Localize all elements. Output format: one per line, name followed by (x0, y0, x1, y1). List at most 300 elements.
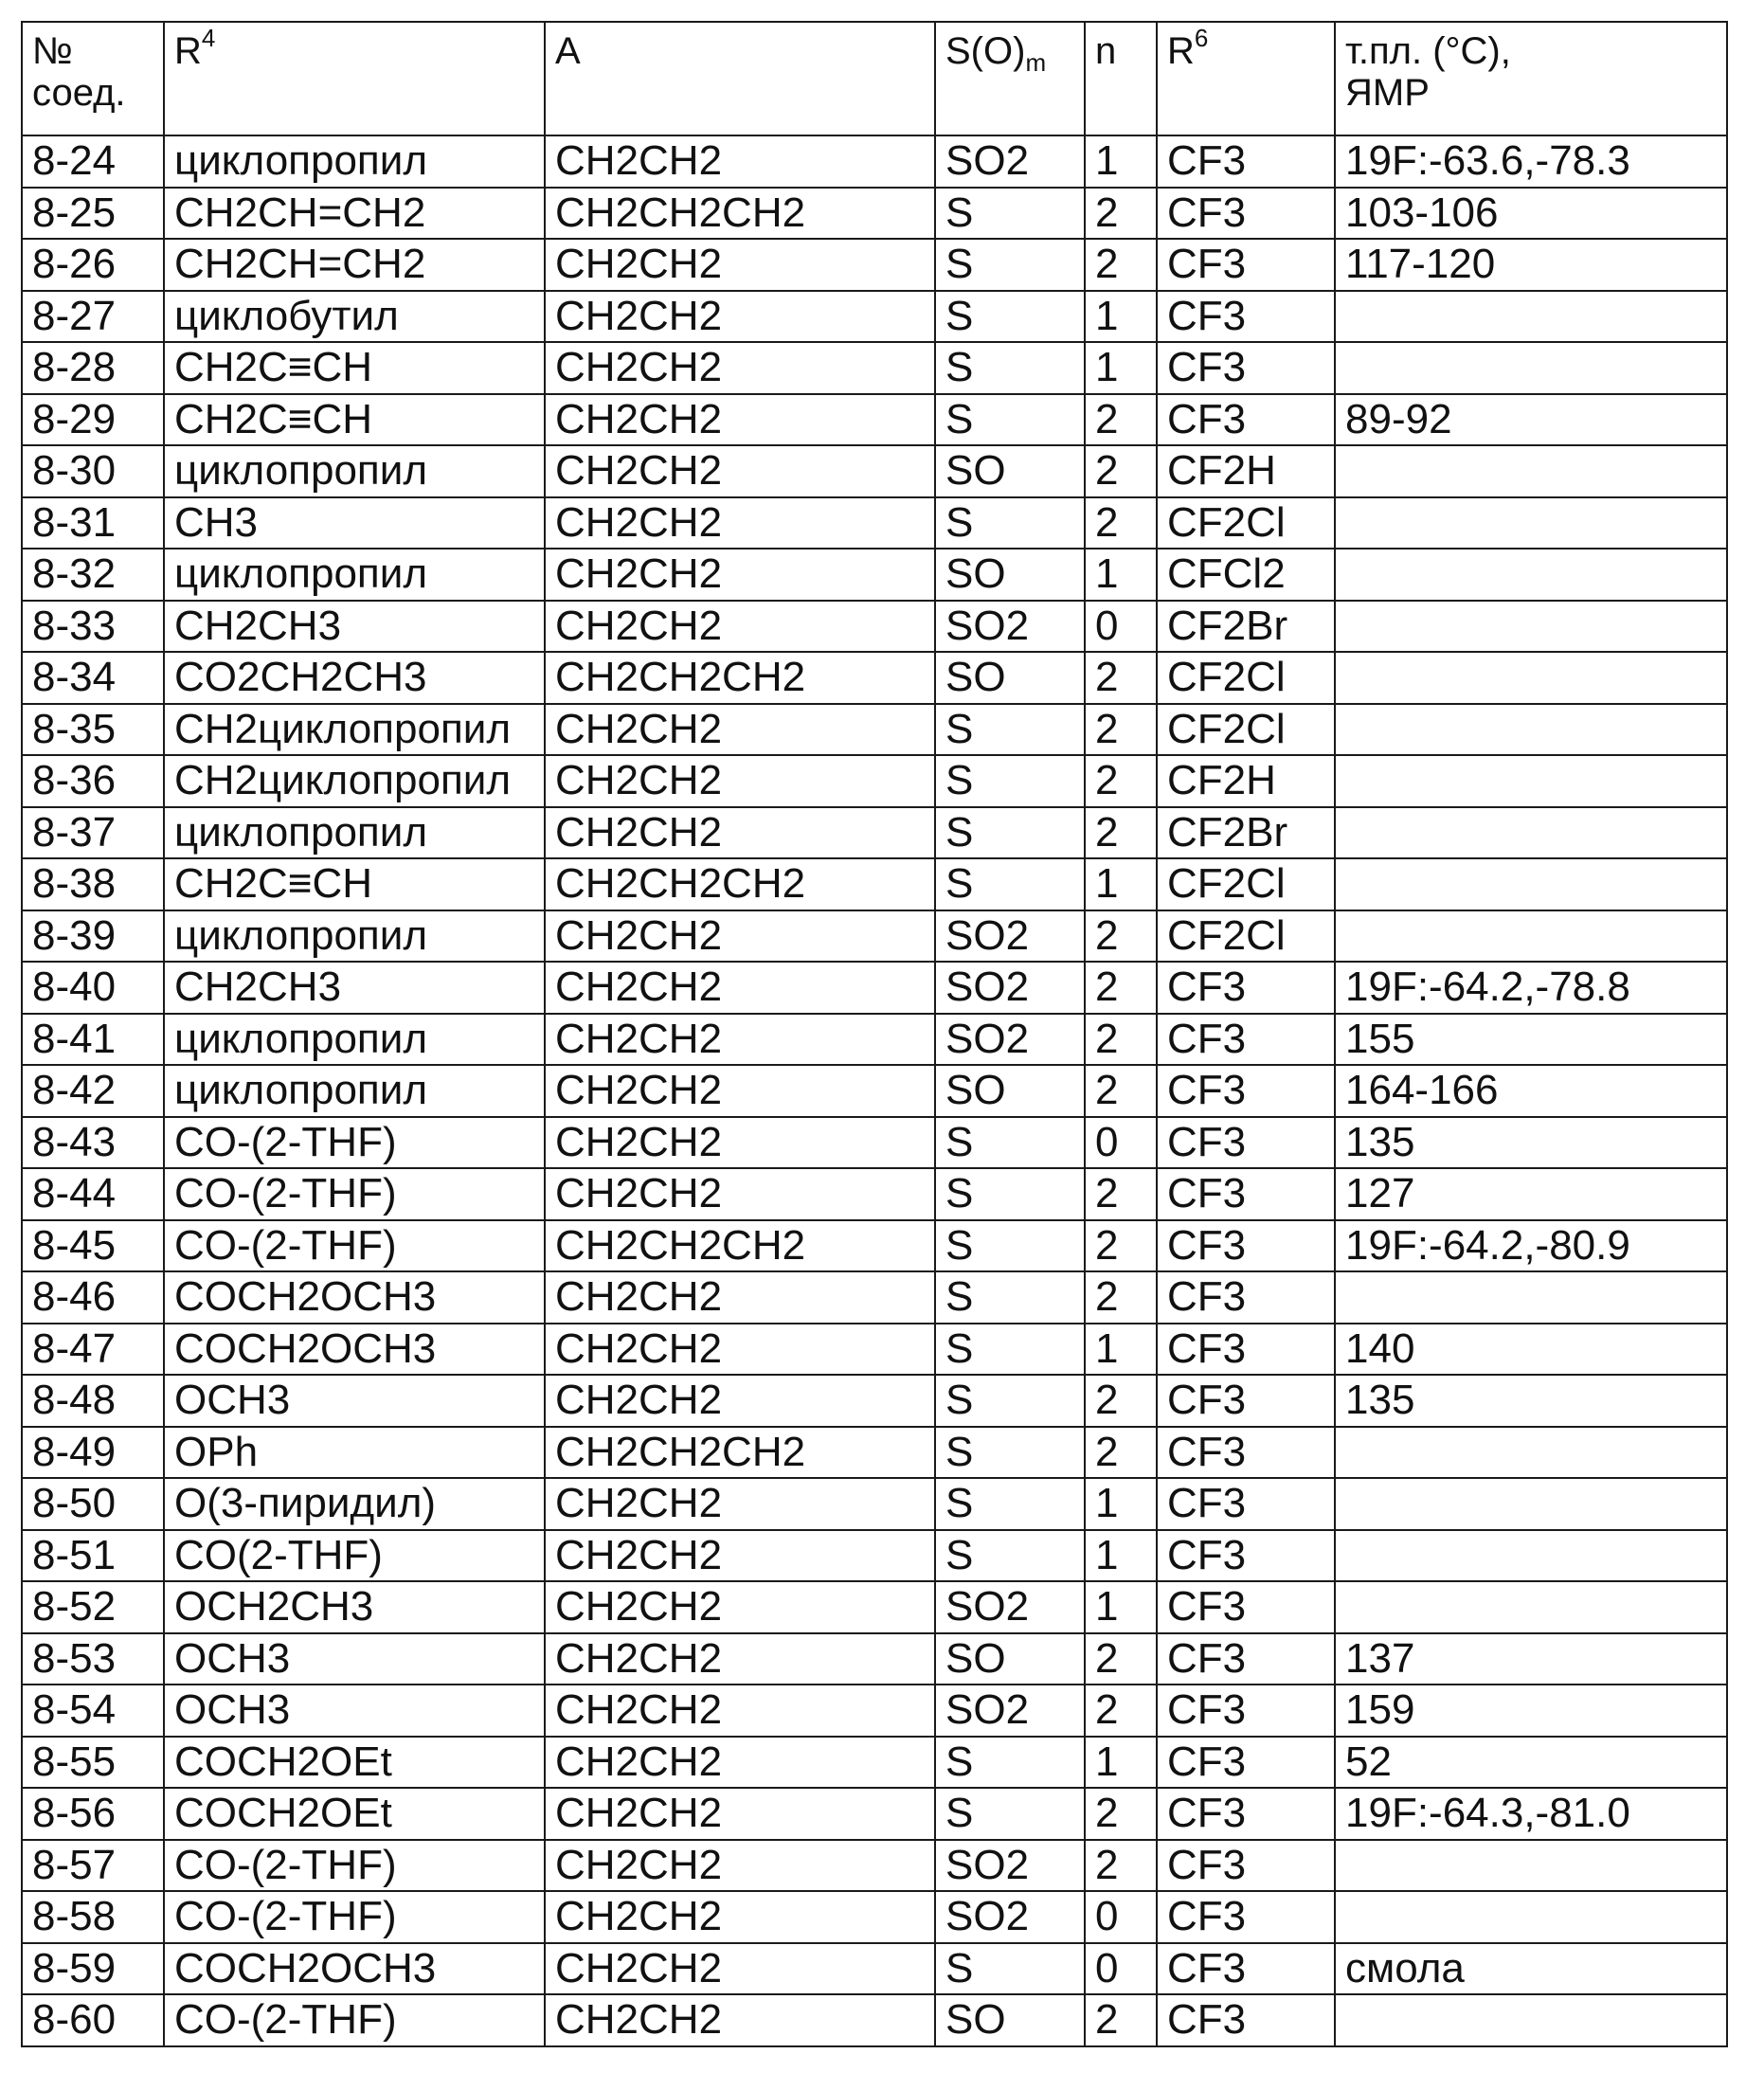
cell-compound-number: 8-59 (22, 1943, 164, 1995)
table-row (22, 1943, 1727, 1995)
cell-s-oxidation: S (935, 1943, 1085, 1995)
cell-a: CH2CH2 (545, 1581, 935, 1633)
cell-n: 2 (1085, 1220, 1157, 1272)
cell-r4: COCH2OCH3 (164, 1324, 545, 1376)
cell-a: CH2CH2 (545, 549, 935, 601)
cell-compound-number: 8-60 (22, 1994, 164, 2046)
cell-r4: OCH3 (164, 1685, 545, 1737)
cell-r6: CF3 (1157, 1737, 1335, 1789)
table-row (22, 1168, 1727, 1220)
cell-s-oxidation: S (935, 394, 1085, 446)
cell-r6: CF3 (1157, 1943, 1335, 1995)
cell-melting-point-nmr (1335, 1478, 1727, 1530)
cell-compound-number: 8-55 (22, 1737, 164, 1789)
cell-melting-point-nmr (1335, 342, 1727, 394)
cell-r4: CO2CH2CH3 (164, 652, 545, 704)
cell-s-oxidation: S (935, 1737, 1085, 1789)
table-row (22, 858, 1727, 910)
table-row (22, 342, 1727, 394)
document-page (21, 21, 1726, 2047)
table-row (22, 239, 1727, 291)
cell-a: CH2CH2 (545, 135, 935, 188)
cell-compound-number: 8-56 (22, 1788, 164, 1840)
cell-r4: CO(2-THF) (164, 1530, 545, 1582)
cell-r6: CF3 (1157, 1891, 1335, 1943)
table-row (22, 601, 1727, 653)
cell-melting-point-nmr (1335, 910, 1727, 963)
cell-n: 1 (1085, 1737, 1157, 1789)
cell-compound-number: 8-49 (22, 1427, 164, 1479)
cell-r4: циклопропил (164, 549, 545, 601)
cell-s-oxidation: SO (935, 652, 1085, 704)
cell-r4: циклопропил (164, 1065, 545, 1117)
table-row (22, 1891, 1727, 1943)
cell-compound-number: 8-44 (22, 1168, 164, 1220)
cell-s-oxidation: SO2 (935, 1840, 1085, 1892)
cell-n: 2 (1085, 394, 1157, 446)
cell-melting-point-nmr (1335, 858, 1727, 910)
header-r4-base: R (174, 30, 202, 72)
header-row (22, 22, 1727, 135)
cell-melting-point-nmr: 52 (1335, 1737, 1727, 1789)
cell-r6: CF3 (1157, 342, 1335, 394)
cell-n: 2 (1085, 962, 1157, 1014)
cell-r6: CF2H (1157, 755, 1335, 807)
table-row (22, 1478, 1727, 1530)
cell-r6: CF3 (1157, 1375, 1335, 1427)
cell-compound-number: 8-47 (22, 1324, 164, 1376)
table-row (22, 1117, 1727, 1169)
cell-melting-point-nmr: 140 (1335, 1324, 1727, 1376)
cell-compound-number: 8-24 (22, 135, 164, 188)
cell-n: 2 (1085, 1014, 1157, 1066)
cell-a: CH2CH2 (545, 342, 935, 394)
cell-a: CH2CH2 (545, 807, 935, 859)
cell-compound-number: 8-29 (22, 394, 164, 446)
cell-s-oxidation: S (935, 1117, 1085, 1169)
cell-r4: циклопропил (164, 445, 545, 497)
cell-n: 0 (1085, 1891, 1157, 1943)
cell-n: 2 (1085, 652, 1157, 704)
cell-melting-point-nmr (1335, 1271, 1727, 1324)
cell-r4: O(3-пиридил) (164, 1478, 545, 1530)
cell-r6: CF2Cl (1157, 652, 1335, 704)
header-s-oxidation (935, 22, 1085, 135)
cell-melting-point-nmr: 137 (1335, 1633, 1727, 1685)
cell-a: CH2CH2CH2 (545, 188, 935, 240)
header-r6 (1157, 22, 1335, 135)
table-body (22, 135, 1727, 2046)
cell-a: CH2CH2 (545, 910, 935, 963)
table-row (22, 1427, 1727, 1479)
cell-a: CH2CH2CH2 (545, 1427, 935, 1479)
cell-compound-number: 8-31 (22, 497, 164, 550)
cell-melting-point-nmr (1335, 1891, 1727, 1943)
cell-compound-number: 8-42 (22, 1065, 164, 1117)
header-mp-line1: т.пл. (°C), (1345, 30, 1719, 72)
cell-compound-number: 8-30 (22, 445, 164, 497)
header-compound-number-line1: № (32, 30, 155, 72)
cell-a: CH2CH2CH2 (545, 652, 935, 704)
table-row (22, 962, 1727, 1014)
header-a: A (545, 22, 935, 135)
cell-s-oxidation: S (935, 1324, 1085, 1376)
table-row (22, 1271, 1727, 1324)
cell-n: 2 (1085, 1427, 1157, 1479)
cell-s-oxidation: SO (935, 549, 1085, 601)
cell-n: 0 (1085, 1943, 1157, 1995)
header-r4 (164, 22, 545, 135)
cell-r4: CH2C≡CH (164, 342, 545, 394)
cell-r4: циклопропил (164, 910, 545, 963)
cell-melting-point-nmr (1335, 497, 1727, 550)
cell-s-oxidation: S (935, 188, 1085, 240)
cell-a: CH2CH2 (545, 1117, 935, 1169)
cell-r6: CFCl2 (1157, 549, 1335, 601)
cell-compound-number: 8-38 (22, 858, 164, 910)
cell-melting-point-nmr (1335, 1581, 1727, 1633)
cell-s-oxidation: SO2 (935, 962, 1085, 1014)
cell-s-oxidation: SO2 (935, 1891, 1085, 1943)
cell-compound-number: 8-39 (22, 910, 164, 963)
cell-compound-number: 8-45 (22, 1220, 164, 1272)
table-row (22, 1324, 1727, 1376)
cell-a: CH2CH2 (545, 497, 935, 550)
cell-r4: COCH2OEt (164, 1737, 545, 1789)
cell-s-oxidation: S (935, 1220, 1085, 1272)
cell-r6: CF3 (1157, 1014, 1335, 1066)
cell-s-oxidation: S (935, 1427, 1085, 1479)
cell-r4: циклопропил (164, 135, 545, 188)
cell-r6: CF3 (1157, 239, 1335, 291)
cell-r6: CF3 (1157, 1530, 1335, 1582)
cell-r4: CO-(2-THF) (164, 1891, 545, 1943)
cell-r4: CH2CH3 (164, 962, 545, 1014)
cell-a: CH2CH2 (545, 1065, 935, 1117)
cell-r6: CF3 (1157, 1271, 1335, 1324)
cell-n: 2 (1085, 497, 1157, 550)
cell-compound-number: 8-34 (22, 652, 164, 704)
cell-compound-number: 8-51 (22, 1530, 164, 1582)
cell-melting-point-nmr: 89-92 (1335, 394, 1727, 446)
cell-compound-number: 8-46 (22, 1271, 164, 1324)
cell-s-oxidation: SO2 (935, 1014, 1085, 1066)
cell-r4: COCH2OCH3 (164, 1943, 545, 1995)
cell-a: CH2CH2 (545, 1375, 935, 1427)
cell-melting-point-nmr (1335, 807, 1727, 859)
table-row (22, 910, 1727, 963)
cell-s-oxidation: SO (935, 1994, 1085, 2046)
cell-s-oxidation: SO (935, 1633, 1085, 1685)
table-row (22, 394, 1727, 446)
header-melting-point-nmr (1335, 22, 1727, 135)
header-r4-superscript: 4 (202, 24, 215, 52)
cell-melting-point-nmr: 135 (1335, 1117, 1727, 1169)
cell-compound-number: 8-53 (22, 1633, 164, 1685)
cell-n: 0 (1085, 1117, 1157, 1169)
cell-melting-point-nmr: 19F:-64.2,-78.8 (1335, 962, 1727, 1014)
table-row (22, 1065, 1727, 1117)
cell-r6: CF3 (1157, 394, 1335, 446)
header-r6-base: R (1167, 30, 1195, 72)
cell-s-oxidation: S (935, 858, 1085, 910)
cell-a: CH2CH2 (545, 1271, 935, 1324)
table-row (22, 497, 1727, 550)
table-row (22, 652, 1727, 704)
table-row (22, 807, 1727, 859)
cell-r6: CF3 (1157, 1581, 1335, 1633)
cell-r6: CF2Br (1157, 601, 1335, 653)
table-row (22, 135, 1727, 188)
cell-compound-number: 8-58 (22, 1891, 164, 1943)
header-r6-superscript: 6 (1195, 24, 1208, 52)
cell-s-oxidation: SO (935, 445, 1085, 497)
table-row (22, 1220, 1727, 1272)
cell-compound-number: 8-27 (22, 291, 164, 343)
table-header (22, 22, 1727, 135)
cell-n: 2 (1085, 704, 1157, 756)
cell-a: CH2CH2CH2 (545, 858, 935, 910)
cell-r4: CH3 (164, 497, 545, 550)
cell-melting-point-nmr: 19F:-64.2,-80.9 (1335, 1220, 1727, 1272)
cell-compound-number: 8-36 (22, 755, 164, 807)
cell-r4: CH2CH3 (164, 601, 545, 653)
header-n: n (1085, 22, 1157, 135)
table-row (22, 1840, 1727, 1892)
cell-n: 1 (1085, 1581, 1157, 1633)
cell-melting-point-nmr: 19F:-63.6,-78.3 (1335, 135, 1727, 188)
cell-r4: CO-(2-THF) (164, 1994, 545, 2046)
table-row (22, 549, 1727, 601)
cell-s-oxidation: S (935, 497, 1085, 550)
cell-compound-number: 8-48 (22, 1375, 164, 1427)
cell-r6: CF3 (1157, 962, 1335, 1014)
header-mp-line2: ЯМР (1345, 72, 1719, 114)
cell-a: CH2CH2 (545, 1840, 935, 1892)
cell-r4: COCH2OEt (164, 1788, 545, 1840)
cell-n: 2 (1085, 807, 1157, 859)
cell-compound-number: 8-25 (22, 188, 164, 240)
table-row (22, 1994, 1727, 2046)
cell-melting-point-nmr: 159 (1335, 1685, 1727, 1737)
cell-r6: CF3 (1157, 188, 1335, 240)
cell-n: 2 (1085, 1840, 1157, 1892)
cell-a: CH2CH2 (545, 1943, 935, 1995)
cell-a: CH2CH2 (545, 1891, 935, 1943)
cell-a: CH2CH2 (545, 1168, 935, 1220)
cell-n: 1 (1085, 135, 1157, 188)
cell-n: 1 (1085, 291, 1157, 343)
cell-a: CH2CH2 (545, 1788, 935, 1840)
cell-a: CH2CH2 (545, 1530, 935, 1582)
cell-a: CH2CH2 (545, 1994, 935, 2046)
cell-r6: CF3 (1157, 1685, 1335, 1737)
cell-a: CH2CH2 (545, 1685, 935, 1737)
cell-a: CH2CH2 (545, 962, 935, 1014)
cell-melting-point-nmr: 127 (1335, 1168, 1727, 1220)
cell-n: 1 (1085, 342, 1157, 394)
table-row (22, 755, 1727, 807)
cell-r4: OPh (164, 1427, 545, 1479)
table-row (22, 1788, 1727, 1840)
cell-s-oxidation: S (935, 1271, 1085, 1324)
cell-r6: CF3 (1157, 1633, 1335, 1685)
cell-r6: CF3 (1157, 1117, 1335, 1169)
cell-melting-point-nmr: 155 (1335, 1014, 1727, 1066)
cell-s-oxidation: SO2 (935, 1581, 1085, 1633)
table-row (22, 1530, 1727, 1582)
cell-s-oxidation: S (935, 807, 1085, 859)
cell-r6: CF2Cl (1157, 704, 1335, 756)
cell-compound-number: 8-54 (22, 1685, 164, 1737)
cell-r6: CF3 (1157, 1220, 1335, 1272)
cell-melting-point-nmr (1335, 601, 1727, 653)
cell-melting-point-nmr (1335, 1840, 1727, 1892)
cell-r6: CF2Br (1157, 807, 1335, 859)
cell-melting-point-nmr: 19F:-64.3,-81.0 (1335, 1788, 1727, 1840)
cell-melting-point-nmr (1335, 1530, 1727, 1582)
cell-s-oxidation: S (935, 1168, 1085, 1220)
cell-r4: CH2C≡CH (164, 394, 545, 446)
cell-n: 1 (1085, 549, 1157, 601)
cell-n: 2 (1085, 1633, 1157, 1685)
cell-a: CH2CH2 (545, 445, 935, 497)
table-row (22, 1581, 1727, 1633)
cell-r6: CF3 (1157, 1324, 1335, 1376)
cell-melting-point-nmr (1335, 652, 1727, 704)
cell-s-oxidation: S (935, 1375, 1085, 1427)
cell-compound-number: 8-40 (22, 962, 164, 1014)
cell-melting-point-nmr: 117-120 (1335, 239, 1727, 291)
cell-compound-number: 8-50 (22, 1478, 164, 1530)
cell-n: 2 (1085, 1065, 1157, 1117)
cell-n: 2 (1085, 445, 1157, 497)
cell-r4: CH2циклопропил (164, 704, 545, 756)
cell-s-oxidation: SO2 (935, 910, 1085, 963)
cell-a: CH2CH2 (545, 291, 935, 343)
header-compound-number-line2: соед. (32, 72, 155, 114)
cell-n: 1 (1085, 858, 1157, 910)
cell-a: CH2CH2CH2 (545, 1220, 935, 1272)
cell-r6: CF3 (1157, 291, 1335, 343)
cell-r6: CF3 (1157, 1478, 1335, 1530)
cell-compound-number: 8-57 (22, 1840, 164, 1892)
cell-s-oxidation: SO (935, 1065, 1085, 1117)
cell-s-oxidation: S (935, 342, 1085, 394)
cell-a: CH2CH2 (545, 1478, 935, 1530)
cell-compound-number: 8-41 (22, 1014, 164, 1066)
cell-compound-number: 8-52 (22, 1581, 164, 1633)
cell-r4: циклобутил (164, 291, 545, 343)
cell-melting-point-nmr: 103-106 (1335, 188, 1727, 240)
cell-n: 2 (1085, 910, 1157, 963)
cell-r6: CF2Cl (1157, 858, 1335, 910)
cell-s-oxidation: S (935, 755, 1085, 807)
cell-n: 2 (1085, 188, 1157, 240)
cell-compound-number: 8-33 (22, 601, 164, 653)
cell-r6: CF3 (1157, 1168, 1335, 1220)
cell-r4: CH2CH=CH2 (164, 188, 545, 240)
cell-compound-number: 8-43 (22, 1117, 164, 1169)
cell-r4: COCH2OCH3 (164, 1271, 545, 1324)
cell-melting-point-nmr: 164-166 (1335, 1065, 1727, 1117)
table-row (22, 704, 1727, 756)
cell-compound-number: 8-28 (22, 342, 164, 394)
table-row (22, 1633, 1727, 1685)
cell-compound-number: 8-37 (22, 807, 164, 859)
cell-s-oxidation: S (935, 1788, 1085, 1840)
cell-r4: CO-(2-THF) (164, 1840, 545, 1892)
compound-table (21, 21, 1728, 2047)
cell-a: CH2CH2 (545, 1324, 935, 1376)
cell-n: 2 (1085, 1168, 1157, 1220)
cell-a: CH2CH2 (545, 1633, 935, 1685)
cell-a: CH2CH2 (545, 601, 935, 653)
cell-r6: CF2H (1157, 445, 1335, 497)
cell-melting-point-nmr: 135 (1335, 1375, 1727, 1427)
cell-a: CH2CH2 (545, 1014, 935, 1066)
cell-melting-point-nmr (1335, 704, 1727, 756)
header-s-subscript: m (1025, 48, 1046, 77)
cell-r6: CF3 (1157, 1840, 1335, 1892)
cell-a: CH2CH2 (545, 755, 935, 807)
cell-r4: CH2циклопропил (164, 755, 545, 807)
cell-r6: CF2Cl (1157, 910, 1335, 963)
cell-s-oxidation: SO2 (935, 135, 1085, 188)
cell-s-oxidation: S (935, 1530, 1085, 1582)
cell-compound-number: 8-26 (22, 239, 164, 291)
cell-a: CH2CH2 (545, 394, 935, 446)
cell-n: 1 (1085, 1478, 1157, 1530)
cell-r6: CF2Cl (1157, 497, 1335, 550)
cell-r4: OCH2CH3 (164, 1581, 545, 1633)
cell-s-oxidation: SO2 (935, 601, 1085, 653)
cell-a: CH2CH2 (545, 239, 935, 291)
cell-n: 2 (1085, 1788, 1157, 1840)
cell-r6: CF3 (1157, 1994, 1335, 2046)
cell-melting-point-nmr (1335, 1994, 1727, 2046)
table-row (22, 1014, 1727, 1066)
table-row (22, 1685, 1727, 1737)
cell-r4: CO-(2-THF) (164, 1168, 545, 1220)
cell-compound-number: 8-32 (22, 549, 164, 601)
cell-s-oxidation: S (935, 239, 1085, 291)
cell-s-oxidation: SO2 (935, 1685, 1085, 1737)
cell-s-oxidation: S (935, 1478, 1085, 1530)
table-row (22, 1737, 1727, 1789)
cell-compound-number: 8-35 (22, 704, 164, 756)
cell-n: 2 (1085, 1375, 1157, 1427)
cell-n: 2 (1085, 1271, 1157, 1324)
cell-r6: CF3 (1157, 1065, 1335, 1117)
header-s-base: S(O) (945, 30, 1025, 72)
cell-n: 2 (1085, 1685, 1157, 1737)
table-row (22, 188, 1727, 240)
cell-r6: CF3 (1157, 1788, 1335, 1840)
cell-n: 0 (1085, 601, 1157, 653)
cell-melting-point-nmr (1335, 1427, 1727, 1479)
cell-r4: OCH3 (164, 1633, 545, 1685)
cell-a: CH2CH2 (545, 704, 935, 756)
cell-r6: CF3 (1157, 135, 1335, 188)
cell-n: 2 (1085, 755, 1157, 807)
cell-melting-point-nmr (1335, 445, 1727, 497)
cell-n: 2 (1085, 1994, 1157, 2046)
table-row (22, 445, 1727, 497)
cell-r4: OCH3 (164, 1375, 545, 1427)
cell-r4: CH2CH=CH2 (164, 239, 545, 291)
cell-r6: CF3 (1157, 1427, 1335, 1479)
